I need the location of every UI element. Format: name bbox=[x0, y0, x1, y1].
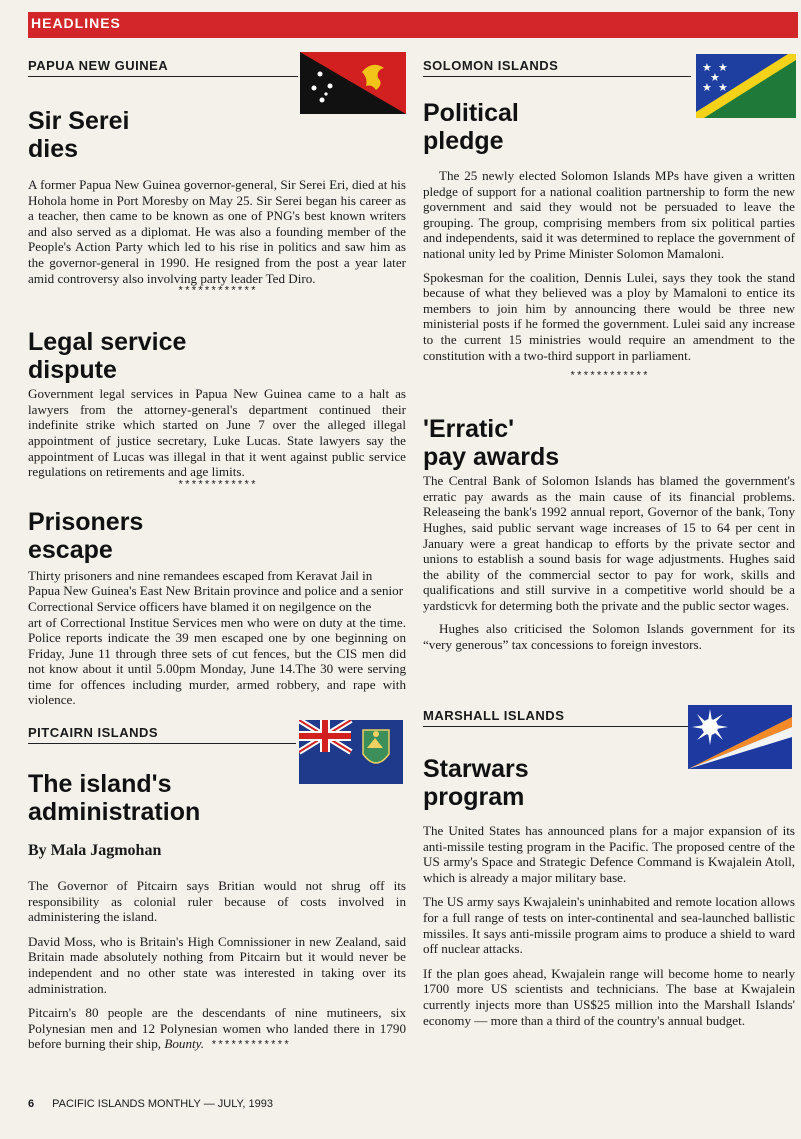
article-body-continued: art of Correctional Institue Services men who were on duty at the time. Police reports indicate the 39 men escaped one by one beginning on Friday, June 11 through three sets of cut fences, but the CIS men did not know about it until 5.00pm Monday, June 14.The 30 were serving time for offences including murder, armed robbery, and rape with violence. bbox=[28, 614, 406, 708]
pitcairn-islands-flag bbox=[299, 720, 403, 784]
section-pitcairn-islands: PITCAIRN ISLANDS bbox=[28, 725, 296, 744]
publication-info: PACIFIC ISLANDS MONTHLY — JULY, 1993 bbox=[52, 1098, 274, 1110]
byline: By Mala Jagmohan bbox=[28, 842, 162, 859]
headline: Prisoners escape bbox=[28, 507, 144, 564]
section-solomon-islands: SOLOMON ISLANDS bbox=[423, 58, 691, 77]
page-footer bbox=[28, 1098, 273, 1110]
right-column bbox=[423, 58, 795, 653]
article-paragraph: If the plan goes ahead, Kwajalein range will become home to nearly 1700 more US scientists and technicians. The base at Kwajalein currently injects more than US$25 million into the Marshall Islands' economy — more than a third of the country's annual budget. bbox=[423, 965, 795, 1028]
left-column bbox=[28, 58, 406, 708]
article-paragraph: Hughes also criticised the Solomon Islands government for its “very generous” tax concessions to foreign investors. bbox=[423, 621, 795, 653]
article-paragraph: Pitcairn's 80 people are the descendants of nine mutineers, six Polynesian men and 12 Polynesian women who landed there in 1790 before burning their ship, Bounty. ************ bbox=[28, 1005, 406, 1053]
svg-text:★: ★ bbox=[702, 61, 712, 74]
section-marshall-islands: MARSHALL ISLANDS bbox=[423, 708, 691, 727]
svg-text:★: ★ bbox=[702, 81, 712, 94]
headline: Political pledge bbox=[423, 99, 519, 155]
separator-stars: ************ bbox=[569, 371, 649, 384]
article-paragraph: The 25 newly elected Solomon Islands MPs have given a written pledge of support for a national coalition partnership to form the new government and said they would not be persuaded to leave the grouping. The group, comprising members from six political parties and independents, said it was determined to replace the government of national unity led by Prime Minister Solomon Mamaloni. bbox=[423, 168, 795, 261]
article-prisoners-escape bbox=[28, 508, 406, 708]
svg-text:★: ★ bbox=[718, 61, 728, 74]
page-number: 6 bbox=[28, 1098, 35, 1110]
article-sir-serei bbox=[28, 107, 406, 298]
headline: 'Erratic' pay awards bbox=[423, 415, 560, 472]
article-political-pledge bbox=[423, 99, 795, 383]
article-paragraph: The Central Bank of Solomon Islands has blamed the government's erratic pay awards as the main cause of its financial problems. Releaseing the bank's 1992 annual report, Governor of the bank, Tony Hughes, said public servant wage increases of 15 to 64 per cent in January were a great handicap to efforts by the private sector and unions to establish a sound basis for wage adjustments. Hughes said the ability of the commercial sector to pay for work, skills and qualifications and still survive in a competitive world should be a yardsticvk for determing both the private and the public sector wages. bbox=[423, 473, 795, 613]
article-erratic-pay bbox=[423, 415, 795, 653]
svg-text:★: ★ bbox=[710, 71, 720, 84]
article-paragraph: David Moss, who is Britain's High Comnissioner in new Zealand, said Britain made absolutely nothing from Pitcairn but it would never be independent and no other state was interested in taking over its administration. bbox=[28, 933, 406, 996]
article-paragraph: The Governor of Pitcairn says Britian would not shrug off its responsibility as colonial ruler because of costs involved in administering the island. bbox=[28, 878, 406, 925]
section-papua-new-guinea: PAPUA NEW GUINEA bbox=[28, 58, 298, 77]
banner-label: HEADLINES bbox=[31, 15, 121, 31]
headlines-banner bbox=[28, 12, 798, 38]
article-paragraph: The United States has announced plans for a major expansion of its anti-missile testing program in the Pacific. The proposed centre of the US army's Space and Strategic Defence Command is Kwajalein Atoll, which is already a major military base. bbox=[423, 823, 795, 885]
article-body: A former Papua New Guinea governor-general, Sir Serei Eri, died at his Hohola home in Port Moresby on May 25. Sir Serei began his career as a teacher, then came to be known as one of PNG's best known writers and also served as a diplomat. He was also a founding member of the People's Action Party which led to his rise in politics and saw him as the governor-general in 1990. He resigned from the post a year later amid controversy also involving party leader Ted Diro. bbox=[28, 177, 406, 286]
headline: Legal service dispute bbox=[28, 328, 187, 385]
article-legal-service bbox=[28, 328, 406, 492]
headline: Sir Serei dies bbox=[28, 107, 130, 163]
headline: Starwars program bbox=[423, 755, 529, 811]
separator-stars: ************ bbox=[177, 479, 257, 492]
article-paragraph: Spokesman for the coalition, Dennis Lulei, says they took the stand because of what they believed was a ploy by Mamaloni to entice its members to join him by announcing there would be three new ministerial posts if he formed the government. Lulei said any increase to the current 15 ministries would require an amendment to the constitution with a two-third support in parliament. bbox=[423, 269, 795, 363]
papua-new-guinea-flag bbox=[300, 52, 406, 114]
separator-stars: ************ bbox=[177, 286, 257, 299]
marshall-islands-flag bbox=[688, 705, 792, 769]
article-paragraph: The US army says Kwajalein's uninhabited and remote location allows for a full range of tests on inter-continental and sea-launched ballistic missiles. It says anti-missile program aims to produce a shield to ward off nuclear attacks. bbox=[423, 894, 795, 957]
svg-text:★: ★ bbox=[718, 81, 728, 94]
solomon-islands-flag bbox=[696, 54, 796, 118]
article-body: Government legal services in Papua New Guinea came to a halt as lawyers from the attorney-general's department continued their indefinite strike which started on June 7 over the alleged illegal appointment of justice secretary, Luke Lucas. State lawyers say the appointment of Lucas was illegal in that it went against public service regulations on retirements and age limits. bbox=[28, 386, 406, 480]
article-body: Thirty prisoners and nine remandees escaped from Keravat Jail in Papua New Guinea's East New Britain province and police and a senior Correctional Service officers have blamed it on negilgence on the bbox=[28, 567, 404, 614]
headline: The island's administration bbox=[28, 770, 201, 826]
